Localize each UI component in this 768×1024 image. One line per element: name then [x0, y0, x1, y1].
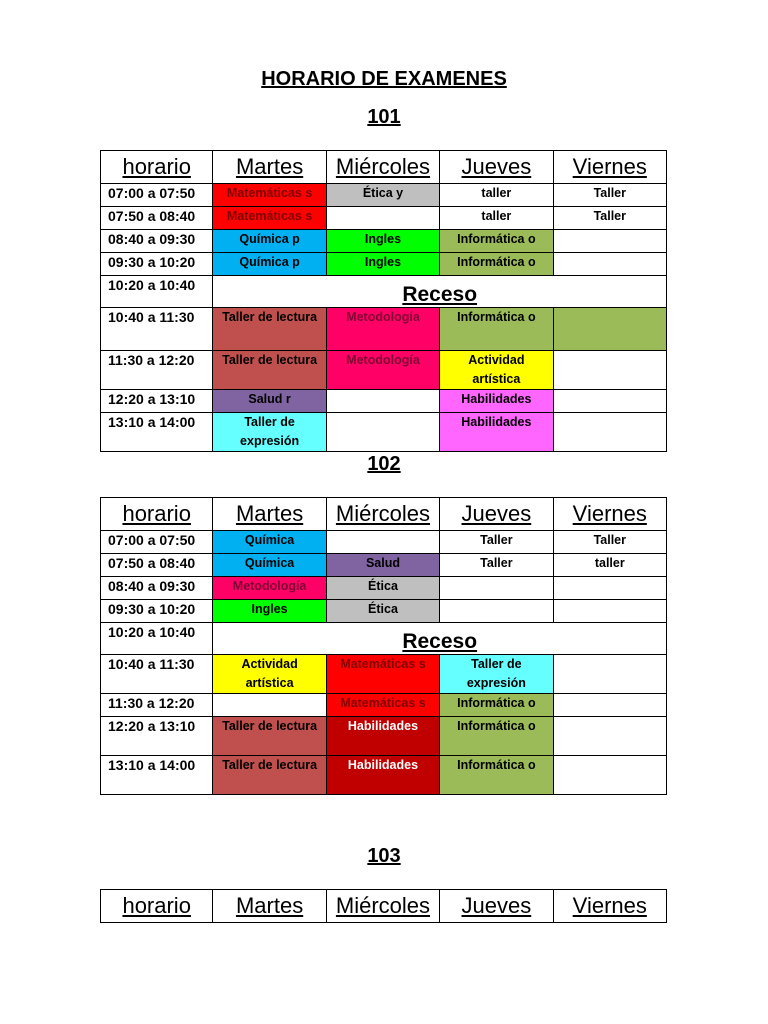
subject-label: Ética y [362, 186, 404, 200]
subject-cell [440, 577, 553, 600]
subject-cell [326, 717, 439, 756]
subject-label: Informática o [457, 232, 536, 246]
subject-cell [553, 694, 666, 717]
time-cell: 08:40 a 09:30 [101, 230, 213, 253]
subject-label: Matemáticas s [340, 696, 426, 710]
table-row [101, 554, 667, 577]
subject-cell [213, 351, 326, 390]
subject-label: Taller [593, 186, 626, 200]
subject-label: Informática o [457, 255, 536, 269]
time-cell: 12:20 a 13:10 [101, 390, 213, 413]
time-cell: 09:30 a 10:20 [101, 600, 213, 623]
subject-cell [213, 253, 326, 276]
subject-cell [553, 577, 666, 600]
time-cell: 07:00 a 07:50 [101, 184, 213, 207]
subject-cell [440, 756, 553, 795]
subject-cell [213, 390, 326, 413]
time-cell: 07:50 a 08:40 [101, 554, 213, 577]
subject-label: taller [481, 186, 512, 200]
subject-cell [440, 351, 553, 390]
time-cell: 11:30 a 12:20 [101, 351, 213, 390]
subject-label: Salud [365, 556, 400, 570]
header-cell: Miércoles [326, 890, 439, 923]
subject-cell [326, 577, 439, 600]
subject-cell [213, 577, 326, 600]
subject-cell [553, 351, 666, 390]
subject-label: Taller de lectura [222, 758, 318, 772]
header-cell: Jueves [440, 151, 553, 184]
subject-cell [213, 717, 326, 756]
table-row [101, 694, 667, 717]
time-cell: 07:00 a 07:50 [101, 531, 213, 554]
subject-cell [553, 413, 666, 452]
subject-label: taller [481, 209, 512, 223]
subject-cell [326, 655, 439, 694]
subject-cell [326, 554, 439, 577]
schedule-table-101 [100, 150, 667, 452]
subject-label: Salud r [248, 392, 291, 406]
subject-cell [213, 694, 326, 717]
header-cell: Martes [213, 890, 326, 923]
subject-cell [440, 308, 553, 351]
subject-cell [553, 390, 666, 413]
subject-cell [440, 655, 553, 694]
header-row [101, 151, 667, 184]
subject-cell [553, 600, 666, 623]
header-cell: Miércoles [326, 498, 439, 531]
subject-label: Química [244, 556, 295, 570]
table-row [101, 230, 667, 253]
header-row [101, 890, 667, 923]
subject-label: Taller de expresión [466, 657, 526, 690]
time-cell: 13:10 a 14:00 [101, 413, 213, 452]
header-row [101, 498, 667, 531]
subject-label: Habilidades [461, 415, 532, 429]
subject-label: Taller [593, 209, 626, 223]
subject-cell [440, 531, 553, 554]
table-row [101, 308, 667, 351]
subject-cell [553, 531, 666, 554]
subject-label: Taller [480, 533, 513, 547]
subject-label: Actividad artística [468, 353, 525, 386]
subject-cell [326, 253, 439, 276]
header-cell: Miércoles [326, 151, 439, 184]
group-label-102: 102 [367, 453, 401, 475]
subject-label: Taller de expresión [240, 415, 300, 448]
header-cell: horario [101, 498, 213, 531]
table-row [101, 207, 667, 230]
subject-label: Metodología [232, 579, 307, 593]
subject-label: Matemáticas s [340, 657, 426, 671]
table-row [101, 756, 667, 795]
subject-cell [553, 253, 666, 276]
subject-cell [326, 694, 439, 717]
header-cell: Martes [213, 498, 326, 531]
header-cell: Viernes [553, 151, 666, 184]
subject-label: Metodología [346, 353, 420, 367]
subject-cell [440, 600, 553, 623]
subject-cell [213, 554, 326, 577]
subject-cell [440, 717, 553, 756]
subject-cell [326, 308, 439, 351]
subject-cell [326, 207, 439, 230]
subject-cell [553, 554, 666, 577]
table-row [101, 577, 667, 600]
subject-cell [553, 184, 666, 207]
subject-label: Ética [368, 602, 398, 616]
subject-label: Taller de lectura [222, 310, 318, 324]
subject-label: Ingles [251, 602, 288, 616]
table-row [101, 184, 667, 207]
document-title: HORARIO DE EXAMENES [261, 68, 507, 90]
subject-cell [440, 413, 553, 452]
recess-cell: Receso [213, 276, 667, 308]
subject-label: Actividad artística [241, 657, 298, 690]
time-cell: 13:10 a 14:00 [101, 756, 213, 795]
time-cell: 11:30 a 12:20 [101, 694, 213, 717]
time-cell: 07:50 a 08:40 [101, 207, 213, 230]
subject-label: Habilidades [347, 758, 419, 772]
subject-cell [213, 184, 326, 207]
subject-cell [213, 413, 326, 452]
subject-cell [326, 184, 439, 207]
subject-cell [326, 390, 439, 413]
subject-cell [326, 756, 439, 795]
subject-cell [213, 207, 326, 230]
subject-cell [213, 230, 326, 253]
table-row [101, 253, 667, 276]
subject-cell [213, 308, 326, 351]
header-cell: horario [101, 890, 213, 923]
subject-cell [326, 230, 439, 253]
subject-cell [326, 413, 439, 452]
subject-label: Taller de lectura [222, 719, 318, 733]
subject-cell [213, 655, 326, 694]
subject-cell [440, 694, 553, 717]
subject-label: Matemáticas s [226, 209, 313, 223]
table-row [101, 600, 667, 623]
subject-label: Química [244, 533, 295, 547]
subject-cell [553, 717, 666, 756]
subject-label: Química p [239, 255, 300, 269]
subject-cell [440, 184, 553, 207]
subject-cell [553, 308, 666, 351]
table-row [101, 717, 667, 756]
time-cell: 10:40 a 11:30 [101, 308, 213, 351]
subject-cell [440, 253, 553, 276]
subject-cell [213, 756, 326, 795]
subject-label: Informática o [457, 758, 536, 772]
time-cell: 09:30 a 10:20 [101, 253, 213, 276]
time-cell: 08:40 a 09:30 [101, 577, 213, 600]
group-label-103: 103 [367, 845, 401, 867]
subject-label: Informática o [457, 310, 536, 324]
subject-cell [553, 655, 666, 694]
subject-label: Ingles [364, 232, 402, 246]
subject-cell [326, 351, 439, 390]
time-cell: 10:20 a 10:40 [101, 276, 213, 308]
subject-cell [326, 600, 439, 623]
header-cell: Jueves [440, 890, 553, 923]
recess-cell: Receso [213, 623, 667, 655]
subject-label: Informática o [457, 719, 536, 733]
table-row [101, 413, 667, 452]
header-cell: Viernes [553, 498, 666, 531]
subject-label: Ingles [364, 255, 402, 269]
table-row [101, 531, 667, 554]
header-cell: Martes [213, 151, 326, 184]
header-cell: Jueves [440, 498, 553, 531]
table-row [101, 390, 667, 413]
table-row [101, 276, 667, 308]
subject-label: Taller [480, 556, 513, 570]
header-cell: Viernes [553, 890, 666, 923]
subject-cell [440, 230, 553, 253]
schedule-table-102 [100, 497, 667, 795]
table-row [101, 351, 667, 390]
subject-label: Matemáticas s [226, 186, 313, 200]
subject-label: Habilidades [347, 719, 419, 733]
subject-cell [440, 207, 553, 230]
subject-cell [213, 600, 326, 623]
subject-label: Ética [368, 579, 398, 593]
header-cell: horario [101, 151, 213, 184]
subject-cell [326, 531, 439, 554]
subject-label: Taller [593, 533, 626, 547]
subject-cell [440, 390, 553, 413]
subject-label: Informática o [457, 696, 536, 710]
table-row [101, 655, 667, 694]
subject-label: taller [594, 556, 625, 570]
time-cell: 12:20 a 13:10 [101, 717, 213, 756]
subject-label: Metodología [346, 310, 420, 324]
subject-cell [553, 756, 666, 795]
schedule-table-103 [100, 889, 667, 923]
group-label-101: 101 [367, 106, 401, 128]
subject-label: Química p [239, 232, 300, 246]
time-cell: 10:20 a 10:40 [101, 623, 213, 655]
subject-cell [553, 230, 666, 253]
subject-label: Taller de lectura [222, 353, 318, 367]
subject-cell [213, 531, 326, 554]
table-row [101, 623, 667, 655]
time-cell: 10:40 a 11:30 [101, 655, 213, 694]
subject-cell [553, 207, 666, 230]
subject-cell [440, 554, 553, 577]
subject-label: Habilidades [461, 392, 532, 406]
